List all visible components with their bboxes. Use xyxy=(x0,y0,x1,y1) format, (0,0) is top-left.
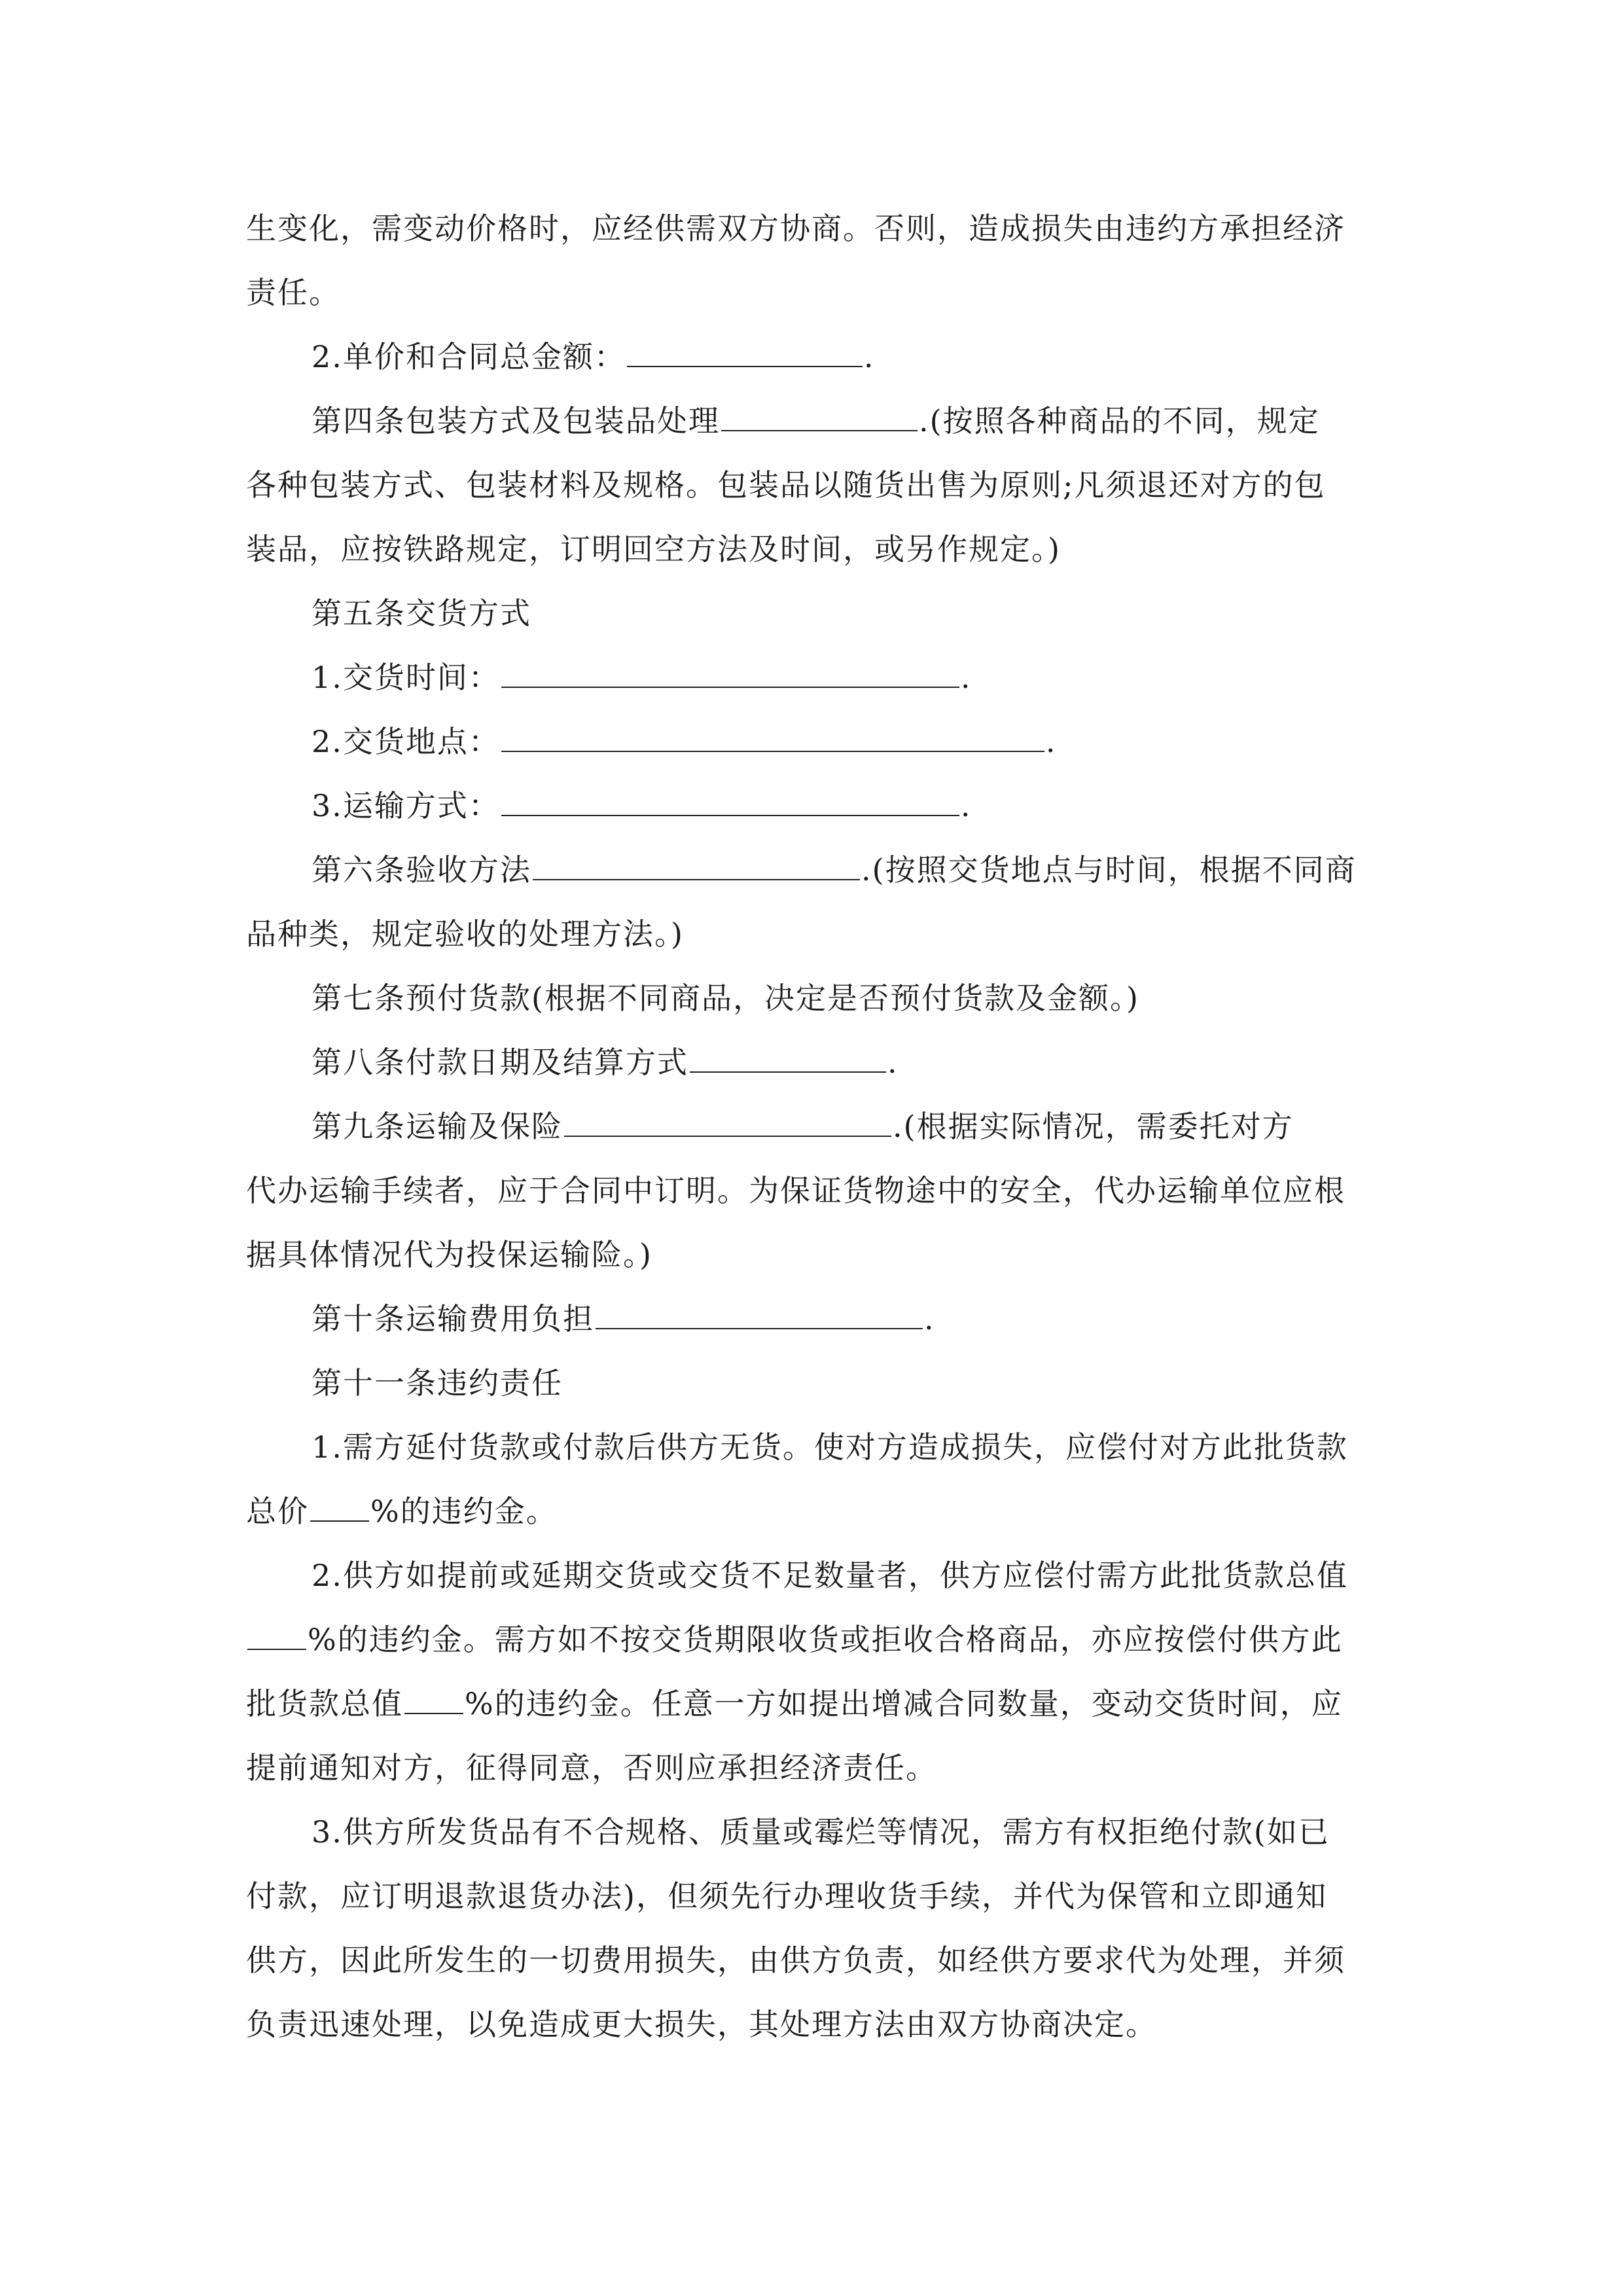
fill-blank[interactable] xyxy=(501,727,1044,752)
clause-text: 第四条包装方式及包装品处理 xyxy=(312,403,720,439)
clause-unit-price xyxy=(246,325,1380,389)
clause-text: 总价 xyxy=(246,1494,309,1529)
clause-text: . xyxy=(887,1045,899,1080)
paragraph-line: 责任。 xyxy=(246,275,340,310)
clause-text: . xyxy=(960,660,972,695)
clause-6-acceptance xyxy=(246,838,1380,902)
fill-blank[interactable] xyxy=(564,1112,891,1137)
clause-text: . xyxy=(960,788,972,823)
paragraph-line: 3.供方所发货品有不合规格、质量或霉烂等情况，需方有权拒绝付款(如已 xyxy=(312,1814,1330,1850)
fill-blank[interactable] xyxy=(310,1497,369,1522)
clause-text: 2.交货地点： xyxy=(312,724,500,759)
clause-text: 第十条运输费用负担 xyxy=(312,1301,594,1336)
clause-text: . xyxy=(1045,724,1057,759)
fill-blank[interactable] xyxy=(501,791,959,816)
clause-text: 1.交货时间： xyxy=(312,660,500,695)
clause-11-heading: 第十一条违约责任 xyxy=(312,1365,563,1401)
document-page xyxy=(246,196,1380,2056)
clause-text: 第六条验收方法 xyxy=(312,852,531,888)
clause-text: 批货款总值 xyxy=(246,1686,403,1721)
fill-blank[interactable] xyxy=(501,663,959,688)
clause-10-freight xyxy=(246,1287,1380,1351)
paragraph-line: 品种类，规定验收的处理方法。) xyxy=(246,916,684,952)
paragraph-line: 生变化，需变动价格时，应经供需双方协商。否则，造成损失由违约方承担经济 xyxy=(246,211,1346,246)
fill-blank[interactable] xyxy=(690,1048,886,1073)
paragraph-line: 负责迅速处理，以免造成更大损失，其处理方法由双方协商决定。 xyxy=(246,2007,1157,2042)
fill-blank[interactable] xyxy=(533,855,860,880)
paragraph-line: 各种包装方式、包装材料及规格。包装品以随货出售为原则;凡须退还对方的包 xyxy=(246,467,1326,503)
paragraph-line: 付款，应订明退款退货办法)，但须先行办理收货手续，并代为保管和立即通知 xyxy=(246,1878,1327,1914)
clause-text: %的违约金。需方如不按交货期限收货或拒收合格商品，亦应按偿付供方此 xyxy=(308,1622,1343,1657)
clause-transport-method xyxy=(246,774,1380,838)
clause-7-prepayment: 第七条预付货款(根据不同商品，决定是否预付货款及金额。) xyxy=(312,980,1139,1016)
paragraph-line: 1.需方延付货款或付款后供方无货。使对方造成损失，应偿付对方此批货款 xyxy=(312,1429,1348,1465)
fill-blank[interactable] xyxy=(596,1304,923,1329)
clause-text: . xyxy=(924,1301,935,1336)
clause-text: 第九条运输及保险 xyxy=(312,1109,563,1144)
paragraph-line: 供方，因此所发生的一切费用损失，由供方负责，如经供方要求代为处理，并须 xyxy=(246,1943,1346,1978)
paragraph-line: 代办运输手续者，应于合同中订明。为保证货物途中的安全，代办运输单位应根 xyxy=(246,1173,1346,1208)
clause-delivery-place xyxy=(246,709,1380,774)
clause-text: .(按照交货地点与时间，根据不同商 xyxy=(861,852,1357,888)
clause-5-heading: 第五条交货方式 xyxy=(312,596,531,631)
clause-text: %的违约金。任意一方如提出增减合同数量，变动交货时间，应 xyxy=(465,1686,1343,1721)
clause-text: .(根据实际情况，需委托对方 xyxy=(893,1109,1294,1144)
clause-text: 3.运输方式： xyxy=(312,788,500,823)
paragraph-line: 装品，应按铁路规定，订明回空方法及时间，或另作规定。) xyxy=(246,531,1061,567)
penalty-line xyxy=(246,1672,1380,1736)
fill-blank[interactable] xyxy=(404,1689,463,1714)
clause-text: %的违约金。 xyxy=(370,1494,558,1529)
clause-4-packaging xyxy=(246,389,1380,453)
clause-8-payment xyxy=(246,1030,1380,1094)
paragraph-line: 据具体情况代为投保运输险。) xyxy=(246,1237,652,1272)
clause-text: .(按照各种商品的不同，规定 xyxy=(919,403,1320,439)
fill-blank[interactable] xyxy=(247,1625,306,1650)
clause-9-insurance xyxy=(246,1094,1380,1158)
clause-text: . xyxy=(863,339,875,374)
paragraph-line: 提前通知对方，征得同意，否则应承担经济责任。 xyxy=(246,1750,937,1785)
fill-blank[interactable] xyxy=(627,342,863,367)
penalty-line xyxy=(246,1479,1380,1543)
paragraph-line: 2.供方如提前或延期交货或交货不足数量者，供方应偿付需方此批货款总值 xyxy=(312,1558,1348,1593)
penalty-line xyxy=(246,1607,1380,1672)
clause-text: 第八条付款日期及结算方式 xyxy=(312,1045,688,1080)
fill-blank[interactable] xyxy=(721,406,918,431)
clause-delivery-time xyxy=(246,645,1380,709)
clause-text: 2.单价和合同总金额： xyxy=(312,339,626,374)
